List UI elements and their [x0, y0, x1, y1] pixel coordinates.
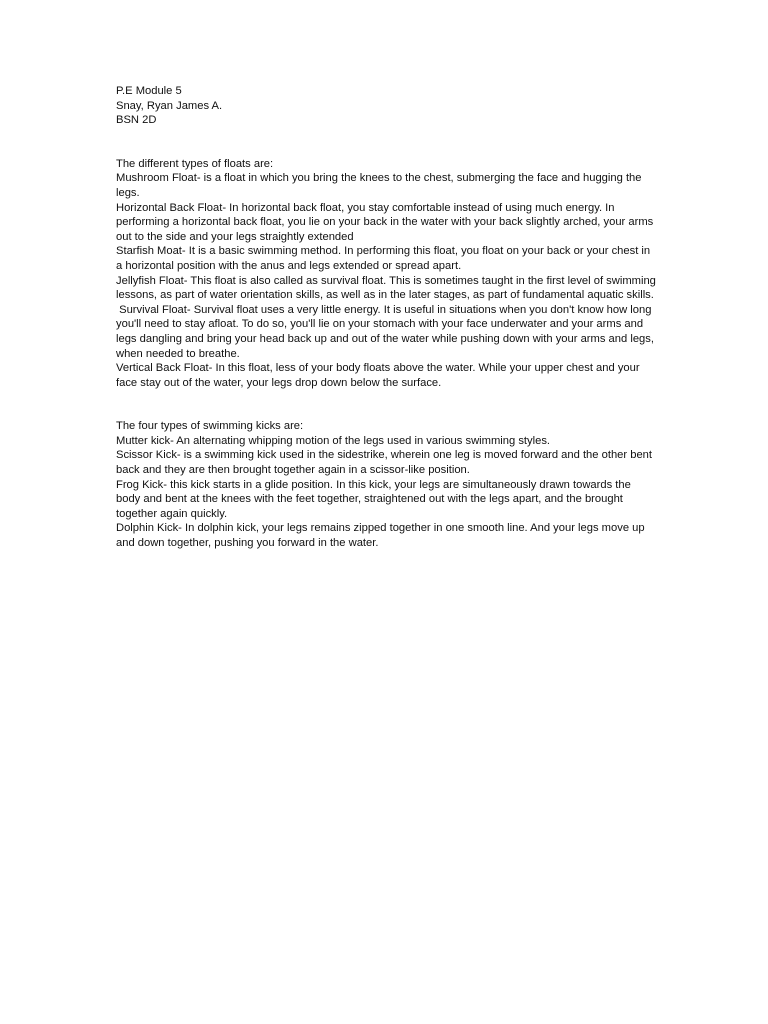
- student-name: Snay, Ryan James A.: [116, 99, 223, 112]
- kicks-section: [116, 419, 656, 550]
- floats-heading: The different types of floats are:: [116, 157, 274, 170]
- float-item-survival: Survival Float- Survival float uses a very little energy. It is useful in situations when you don't know how long you'll need to stay afloat. To do so, you'll lie on your stomach with your face underwater and your arms and legs dangling and bring your head back up and out of the water while pushing down with your arms and legs, when needed to breathe.: [116, 303, 658, 360]
- kick-item-scissor: Scissor Kick- is a swimming kick used in the sidestrike, wherein one leg is moved forward and the other bent back and they are then brought together again in a scissor-like position.: [116, 449, 652, 477]
- float-item-starfish: Starfish Moat- It is a basic swimming method. In performing this float, you float on your back or your chest in a horizontal position with the anus and legs extended or spread apart.: [116, 245, 651, 272]
- student-section: BSN 2D: [116, 114, 157, 127]
- document-header: [116, 84, 656, 128]
- kick-item-frog: Frog Kick- this kick starts in a glide position. In this kick, your legs are simultaneously drawn towards the body and bent at the knees with the feet together, straightened out with the legs apart, and the brought together again quickly.: [116, 478, 631, 520]
- float-item-mushroom: Mushroom Float- is a float in which you bring the knees to the chest, submerging the face and hugging the legs.: [116, 172, 642, 199]
- spacer: [116, 390, 656, 419]
- kicks-heading: The four types of swimming kicks are:: [116, 420, 304, 433]
- module-title: P.E Module 5: [116, 85, 182, 97]
- document-page: [116, 84, 656, 551]
- float-item-jellyfish: Jellyfish Float- This float is also called as survival float. This is sometimes taught in the first level of swimming lessons, as part of water orientation skills, as well as in the later stages, as part of fundamental aquatic skills.: [116, 274, 656, 302]
- kick-item-dolphin: Dolphin Kick- In dolphin kick, your legs remains zipped together in one smooth line. And your legs move up and down together, pushing you forward in the water.: [116, 522, 645, 550]
- float-item-vertical-back: Vertical Back Float- In this float, less of your body floats above the water. While your upper chest and your face stay out of the water, your legs drop down below the surface.: [116, 362, 640, 389]
- floats-section: [116, 157, 656, 391]
- spacer: [116, 128, 656, 157]
- kick-item-mutter: Mutter kick- An alternating whipping motion of the legs used in various swimming styles.: [116, 434, 551, 447]
- float-item-horizontal-back: Horizontal Back Float- In horizontal back float, you stay comfortable instead of using much energy. In performing a horizontal back float, you lie on your back in the water with your back slightly arched, your arms out to the side and your legs straightly extended: [116, 201, 654, 243]
